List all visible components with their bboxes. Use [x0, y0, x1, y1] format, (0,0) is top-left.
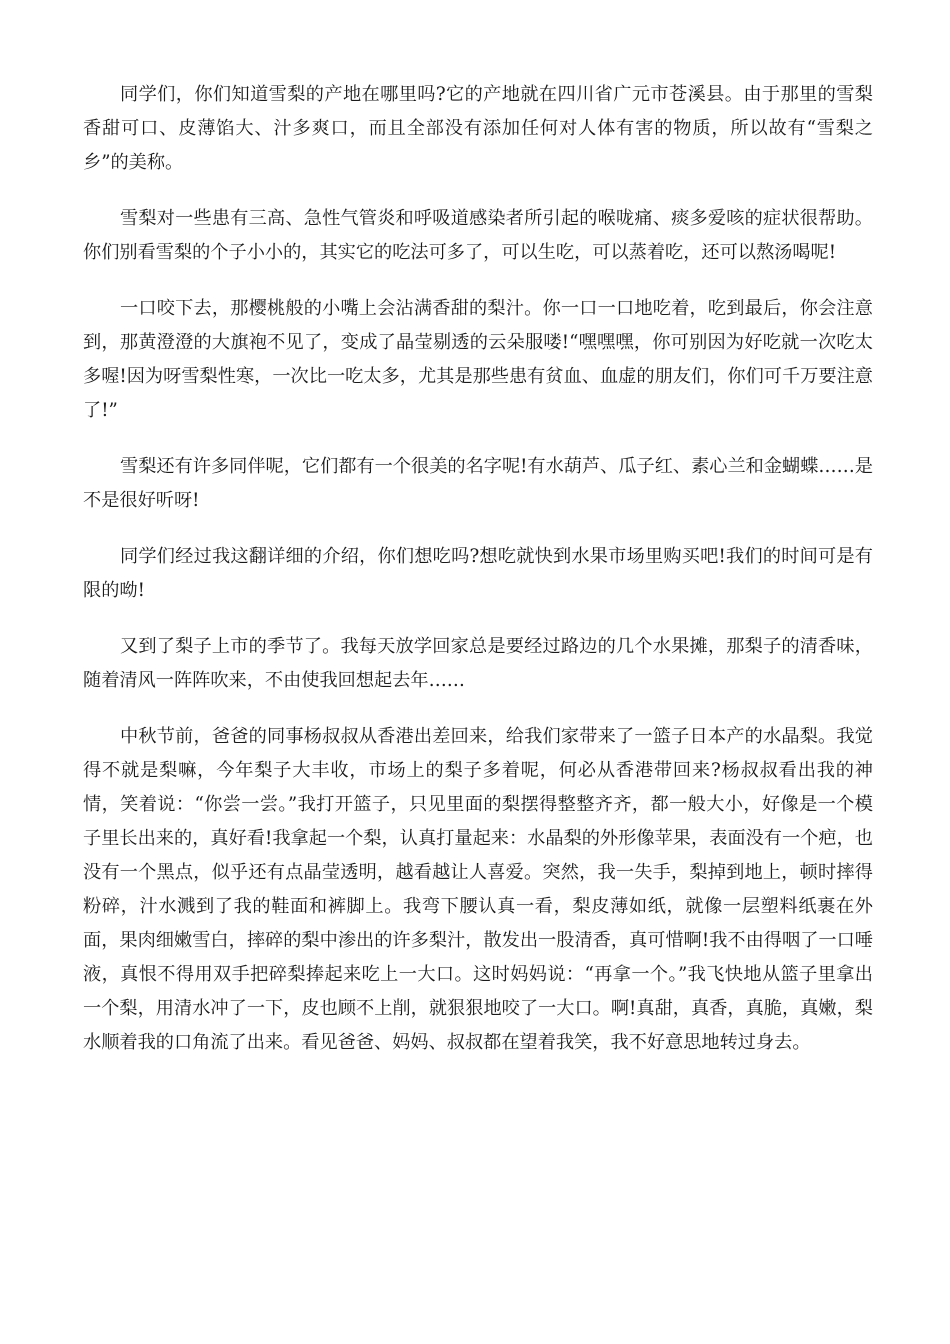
paragraph-5: 同学们经过我这翻详细的介绍，你们想吃吗?想吃就快到水果市场里购买吧!我们的时间可是有限的呦! — [83, 546, 873, 601]
paragraph-1: 同学们，你们知道雪梨的产地在哪里吗?它的产地就在四川省广元市苍溪县。由于那里的雪梨香甜可口、皮薄馅大、汁多爽口，而且全部没有添加任何对人体有害的物质，所以故有“雪梨之乡”的美称。 — [83, 84, 873, 173]
paragraph-2: 雪梨对一些患有三高、急性气管炎和呼吸道感染者所引起的喉咙痛、痰多爱咳的症状很帮助。你们别看雪梨的个子小小的，其实它的吃法可多了，可以生吃，可以蒸着吃，还可以熬汤喝呢! — [83, 208, 873, 263]
paragraph-3: 一口咬下去，那樱桃般的小嘴上会沾满香甜的梨汁。你一口一口地吃着，吃到最后，你会注意到，那黄澄澄的大旗袍不见了，变成了晶莹剔透的云朵服喽!“嘿嘿嘿，你可别因为好吃就一次吃太多喔!因为呀雪梨性寒，一次比一吃太多，尤其是那些患有贫血、血虚的朋友们，你们可千万要注意了!” — [83, 298, 873, 421]
document-body — [83, 78, 873, 1082]
paragraph-7: 中秋节前，爸爸的同事杨叔叔从香港出差回来，给我们家带来了一篮子日本产的水晶梨。我觉得不就是梨嘛，今年梨子大丰收，市场上的梨子多着呢，何必从香港带回来?杨叔叔看出我的神情，笑着说：“你尝一尝。”我打开篮子，只见里面的梨摆得整整齐齐，都一般大小，好像是一个模子里长出来的，真好看!我拿起一个梨，认真打量起来：水晶梨的外形像苹果，表面没有一个疤，也没有一个黑点，似乎还有点晶莹透明，越看越让人喜爱。突然，我一失手，梨掉到地上，顿时摔得粉碎，汁水溅到了我的鞋面和裤脚上。我弯下腰认真一看，梨皮薄如纸，就像一层塑料纸裹在外面，果肉细嫩雪白，摔碎的梨中渗出的许多梨汁，散发出一股清香，真可惜啊!我不由得咽了一口唾液，真恨不得用双手把碎梨捧起来吃上一大口。这时妈妈说：“再拿一个。”我飞快地从篮子里拿出一个梨，用清水冲了一下，皮也顾不上削，就狠狠地咬了一大口。啊!真甜，真香，真脆，真嫩，梨水顺着我的口角流了出来。看见爸爸、妈妈、叔叔都在望着我笑，我不好意思地转过身去。 — [83, 726, 873, 1053]
paragraph-4: 雪梨还有许多同伴呢，它们都有一个很美的名字呢!有水葫芦、瓜子红、素心兰和金蝴蝶……是不是很好听呀! — [83, 456, 873, 511]
paragraph-6: 又到了梨子上市的季节了。我每天放学回家总是要经过路边的几个水果摊，那梨子的清香味，随着清风一阵阵吹来，不由使我回想起去年…… — [83, 636, 873, 691]
